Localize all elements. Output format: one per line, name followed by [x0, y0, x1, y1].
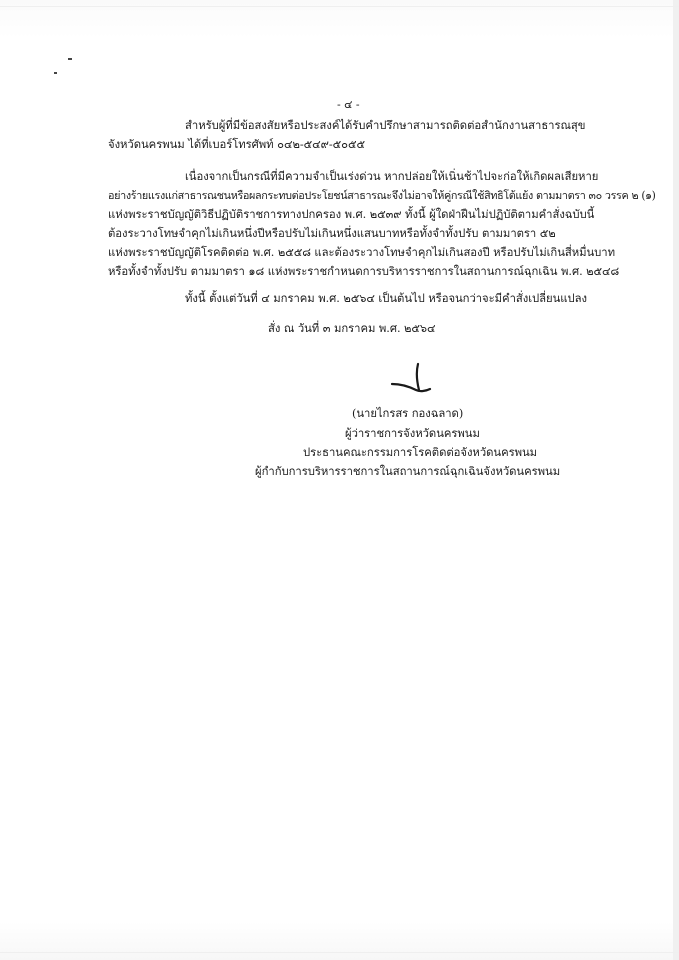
signatory-title-committee: ประธานคณะกรรมการโรคติดต่อจังหวัดนครพนม — [303, 446, 538, 459]
order-date: สั่ง ณ วันที่ ๓ มกราคม พ.ศ. ๒๕๖๔ — [268, 322, 436, 335]
signature-mark — [388, 362, 432, 398]
paragraph2-line4: ต้องระวางโทษจำคุกไม่เกินหนึ่งปีหรือปรับไม่เกินหนึ่งแสนบาทหรือทั้งจำทั้งปรับ ตามมาตรา ๕๒ — [108, 227, 556, 240]
signatory-name: (นายไกรสร กองฉลาด) — [352, 407, 464, 420]
paragraph1-line2: จังหวัดนครพนม ได้ที่เบอร์โทรศัพท์ ๐๔๒-๕๔๙-๕๐๕๕ — [108, 138, 365, 151]
scan-speck — [68, 58, 72, 60]
paragraph2-line6: หรือทั้งจำทั้งปรับ ตามมาตรา ๑๘ แห่งพระราชกำหนดการบริหารราชการในสถานการณ์ฉุกเฉิน พ.ศ. ๒๕๔๘ — [108, 265, 620, 278]
paragraph2-line5: แห่งพระราชบัญญัติโรคติดต่อ พ.ศ. ๒๕๕๘ และต้องระวางโทษจำคุกไม่เกินสองปี หรือปรับไม่เกินสี่หมื่นบาท — [108, 246, 615, 259]
effective-date-text: ทั้งนี้ ตั้งแต่วันที่ ๔ มกราคม พ.ศ. ๒๕๖๔ เป็นต้นไป หรือจนกว่าจะมีคำสั่งเปลี่ยนแปลง — [185, 292, 587, 305]
scan-artifact — [0, 952, 679, 953]
signatory-title-governor: ผู้ว่าราชการจังหวัดนครพนม — [345, 427, 480, 440]
paragraph1-line1: สำหรับผู้ที่มีข้อสงสัยหรือประสงค์ได้รับคำปรึกษาสามารถติดต่อสำนักงานสาธารณสุข — [185, 119, 586, 132]
signatory-title-emergency: ผู้กำกับการบริหารราชการในสถานการณ์ฉุกเฉินจังหวัดนครพนม — [255, 465, 561, 478]
scan-artifact — [0, 6, 679, 7]
paragraph2-line3: แห่งพระราชบัญญัติวิธีปฏิบัติราชการทางปกครอง พ.ศ. ๒๕๓๙ ทั้งนี้ ผู้ใดฝ่าฝืนไม่ปฏิบัติตามคำสั่งฉบับนี้ — [108, 208, 595, 221]
paragraph2-line1: เนื่องจากเป็นกรณีที่มีความจำเป็นเร่งด่วน หากปล่อยให้เนิ่นช้าไปจะก่อให้เกิดผลเสียหาย — [185, 170, 599, 183]
paragraph2-line2: อย่างร้ายแรงแก่สาธารณชนหรือผลกระทบต่อประโยชน์สาธารณะจึงไม่อาจให้คู่กรณีใช้สิทธิโต้แย้ง ตามมาตรา ๓๐ วรรค ๒ (๑) — [108, 189, 656, 202]
scan-speck — [54, 72, 57, 74]
page-number: - ๔ - — [337, 98, 360, 111]
